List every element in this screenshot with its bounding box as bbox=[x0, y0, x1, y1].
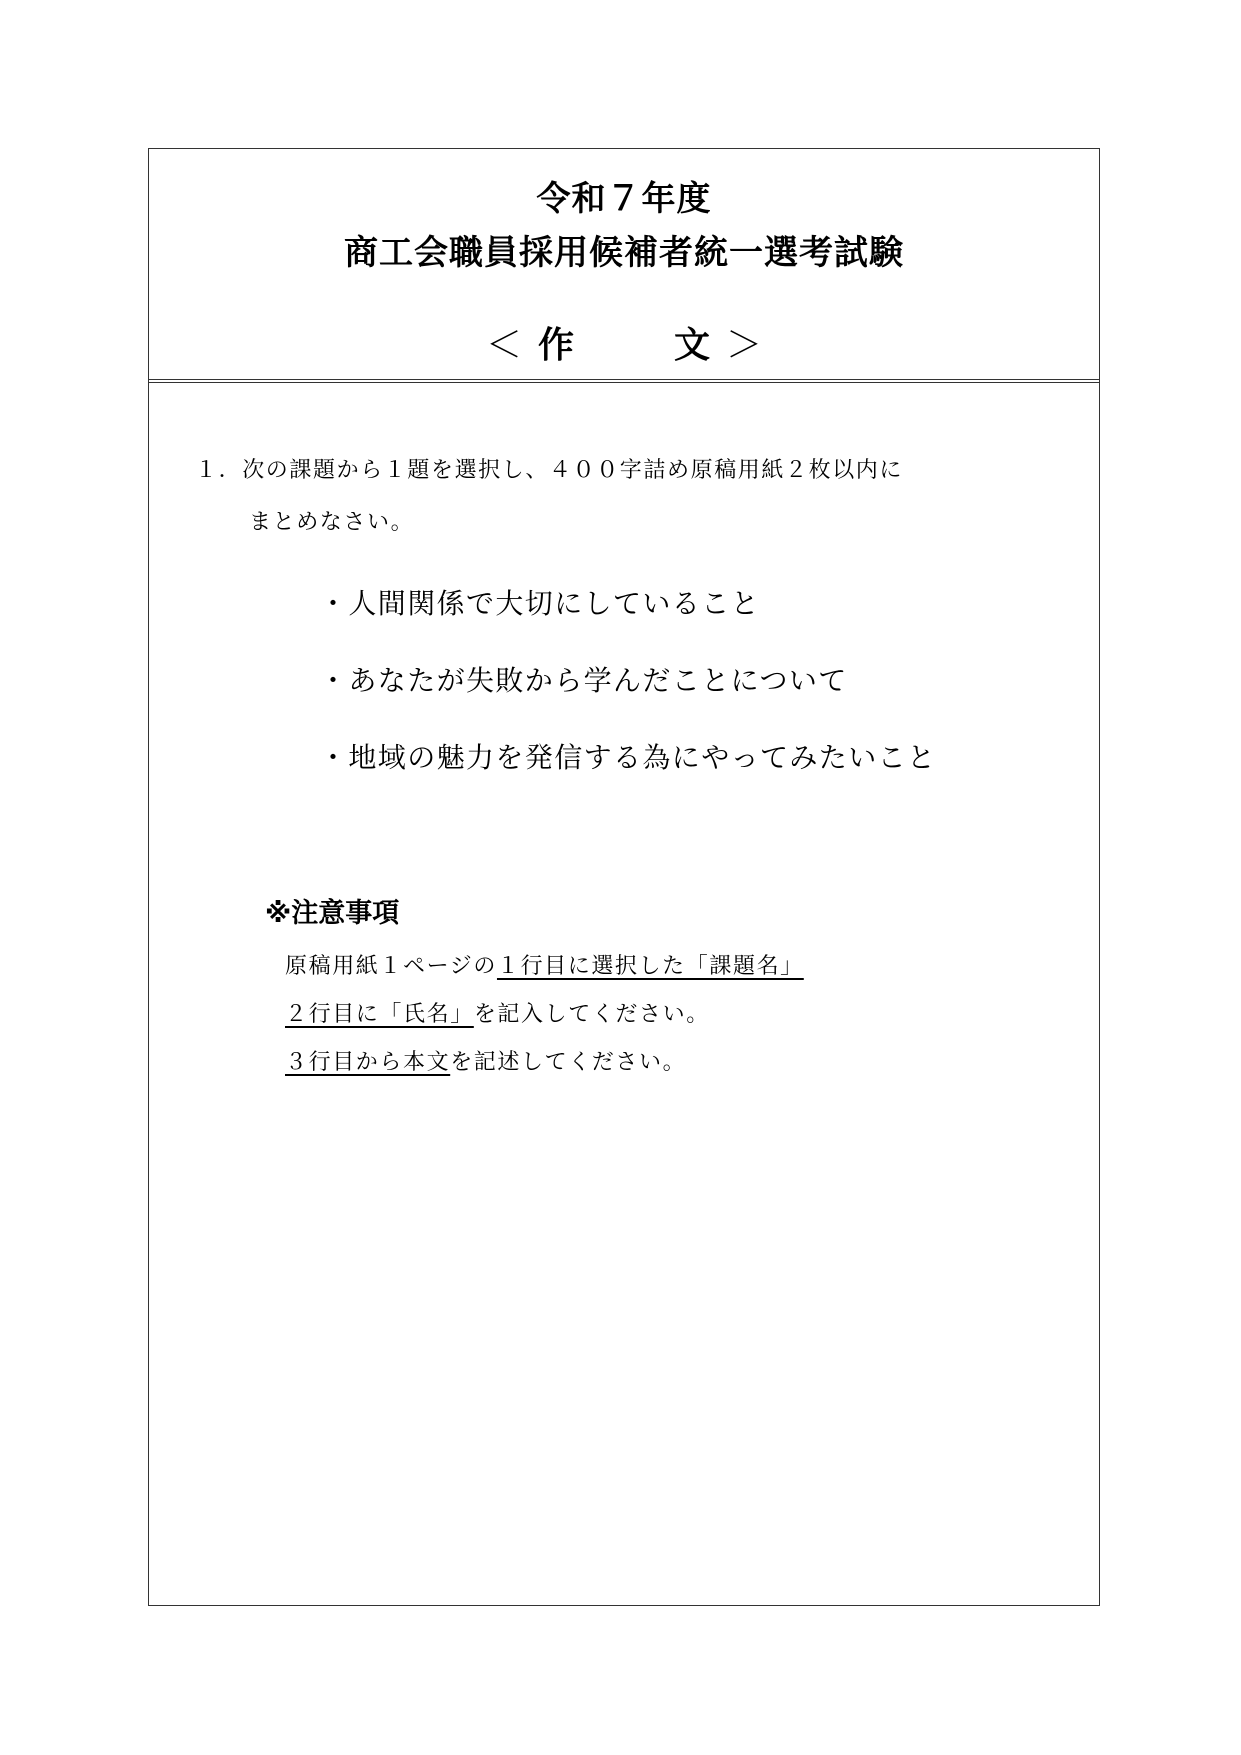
topic-item: ・あなたが失敗から学んだことについて bbox=[319, 664, 848, 697]
note-line-2 bbox=[285, 997, 710, 1028]
exam-name-title: 商工会職員採用候補者統一選考試験 bbox=[344, 233, 904, 273]
question-instruction-line-2: まとめなさい。 bbox=[249, 510, 415, 535]
note-line-2-underlined: ２行目に「氏名」 bbox=[285, 1002, 474, 1027]
note-line-1 bbox=[285, 949, 804, 980]
topic-item: ・人間関係で大切にしていること bbox=[319, 587, 761, 620]
note-line-3-text: を記述してください。 bbox=[450, 1050, 687, 1075]
note-line-1-underlined: １行目に選択した「課題名」 bbox=[496, 954, 804, 979]
section-heading-char-1: 作 bbox=[537, 325, 574, 366]
note-line-1-text: 原稿用紙１ページの bbox=[285, 954, 497, 979]
notes-heading: ※注意事項 bbox=[265, 898, 400, 929]
section-heading bbox=[149, 317, 1099, 368]
section-close-bracket: ＞ bbox=[726, 325, 763, 366]
sheet-header bbox=[149, 149, 1099, 383]
exam-sheet bbox=[148, 148, 1100, 1606]
note-line-3 bbox=[285, 1045, 686, 1076]
section-open-bracket: ＜ bbox=[485, 325, 522, 366]
question-instruction-line-1: １．次の課題から１題を選択し、４００字詰め原稿用紙２枚以内に bbox=[195, 458, 904, 483]
note-line-3-underlined: ３行目から本文 bbox=[285, 1050, 451, 1075]
section-heading-char-2: 文 bbox=[674, 325, 711, 366]
exam-year-title: 令和７年度 bbox=[536, 179, 712, 219]
note-line-2-text: を記入してください。 bbox=[473, 1002, 710, 1027]
topic-item: ・地域の魅力を発信する為にやってみたいこと bbox=[319, 741, 937, 774]
